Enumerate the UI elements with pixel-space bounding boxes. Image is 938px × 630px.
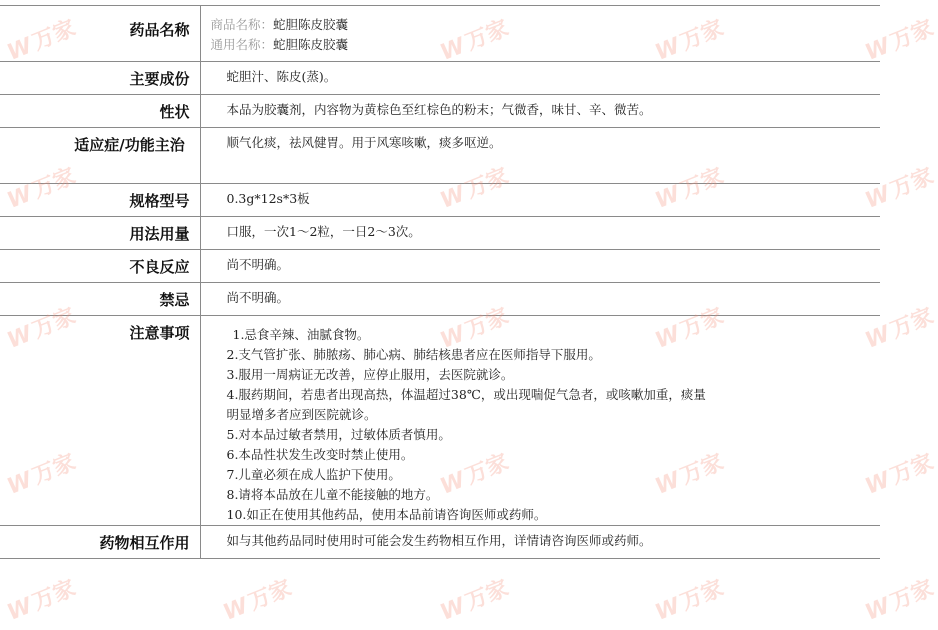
row-drug-name bbox=[0, 6, 880, 62]
row-label: 适应症/功能主治 bbox=[0, 128, 200, 184]
row-label: 主要成份 bbox=[0, 62, 200, 95]
precaution-line: 10.如正在使用其他药品，使用本品前请咨询医师或药师。 bbox=[226, 507, 547, 522]
row-value: 口服，一次1～2粒，一日2～3次。 bbox=[226, 224, 421, 239]
watermark: W万家 bbox=[3, 15, 80, 66]
precaution-line: 6.本品性状发生改变时禁止使用。 bbox=[226, 447, 414, 462]
generic-name: 通用名称：蛇胆陈皮胶囊 bbox=[210, 37, 349, 52]
row-spec bbox=[0, 184, 880, 217]
watermark: W万家 bbox=[219, 575, 296, 626]
row-value: 0.3g*12s*3板 bbox=[226, 191, 310, 206]
watermark: W万家 bbox=[651, 303, 728, 354]
watermark: W万家 bbox=[651, 163, 728, 214]
row-label: 性状 bbox=[0, 95, 200, 128]
row-value: 顺气化痰，祛风健胃。用于风寒咳嗽，痰多呕逆。 bbox=[226, 135, 502, 150]
row-label: 药品名称 bbox=[0, 6, 200, 62]
row-ingredients bbox=[0, 62, 880, 95]
precaution-line: 1.忌食辛辣、油腻食物。 bbox=[232, 327, 370, 342]
row-character bbox=[0, 95, 880, 128]
watermark: W万家 bbox=[861, 303, 938, 354]
precaution-line: 4.服药期间，若患者出现高热，体温超过38℃，或出现喘促气急者，或咳嗽加重，痰量 bbox=[226, 387, 706, 402]
watermark: W万家 bbox=[651, 449, 728, 500]
row-contraindications bbox=[0, 283, 880, 316]
row-label: 用法用量 bbox=[0, 217, 200, 250]
row-drug-interactions bbox=[0, 526, 880, 559]
row-dosage bbox=[0, 217, 880, 250]
watermark: W万家 bbox=[436, 163, 513, 214]
watermark: W万家 bbox=[861, 15, 938, 66]
watermark: W万家 bbox=[436, 575, 513, 626]
watermark: W万家 bbox=[3, 575, 80, 626]
row-label: 不良反应 bbox=[0, 250, 200, 283]
row-adverse-reactions bbox=[0, 250, 880, 283]
precaution-line: 2.支气管扩张、肺脓疡、肺心病、肺结核患者应在医师指导下服用。 bbox=[226, 347, 601, 362]
row-value: 蛇胆汁、陈皮(蒸)。 bbox=[226, 69, 337, 84]
watermark: W万家 bbox=[436, 15, 513, 66]
row-value: 本品为胶囊剂，内容物为黄棕色至红棕色的粉末；气微香，味甘、辛、微苦。 bbox=[226, 102, 652, 117]
row-label: 禁忌 bbox=[0, 283, 200, 316]
watermark: W万家 bbox=[861, 449, 938, 500]
watermark: W万家 bbox=[3, 303, 80, 354]
row-value: 如与其他药品同时使用时可能会发生药物相互作用，详情请咨询医师或药师。 bbox=[226, 533, 652, 548]
watermark: W万家 bbox=[436, 449, 513, 500]
watermark: W万家 bbox=[861, 575, 938, 626]
row-precautions bbox=[0, 316, 880, 526]
row-label: 注意事项 bbox=[0, 316, 200, 526]
trade-name: 商品名称：蛇胆陈皮胶囊 bbox=[210, 17, 349, 32]
row-value bbox=[200, 6, 880, 62]
precaution-line: 7.儿童必须在成人监护下使用。 bbox=[226, 467, 401, 482]
row-value: 尚不明确。 bbox=[226, 257, 290, 272]
row-value: 尚不明确。 bbox=[226, 290, 290, 305]
precaution-line: 5.对本品过敏者禁用，过敏体质者慎用。 bbox=[226, 427, 451, 442]
precaution-line: 8.请将本品放在儿童不能接触的地方。 bbox=[226, 487, 439, 502]
precaution-line: 明显增多者应到医院就诊。 bbox=[226, 407, 377, 422]
row-label: 药物相互作用 bbox=[0, 526, 200, 559]
drug-info-table bbox=[0, 5, 880, 559]
watermark: W万家 bbox=[861, 163, 938, 214]
row-indications bbox=[0, 128, 880, 184]
watermark: W万家 bbox=[651, 575, 728, 626]
row-label: 规格型号 bbox=[0, 184, 200, 217]
precaution-line: 3.服用一周病证无改善，应停止服用，去医院就诊。 bbox=[226, 367, 514, 382]
watermark: W万家 bbox=[651, 15, 728, 66]
watermark: W万家 bbox=[3, 449, 80, 500]
watermark: W万家 bbox=[3, 163, 80, 214]
row-value bbox=[200, 316, 880, 526]
watermark: W万家 bbox=[436, 303, 513, 354]
